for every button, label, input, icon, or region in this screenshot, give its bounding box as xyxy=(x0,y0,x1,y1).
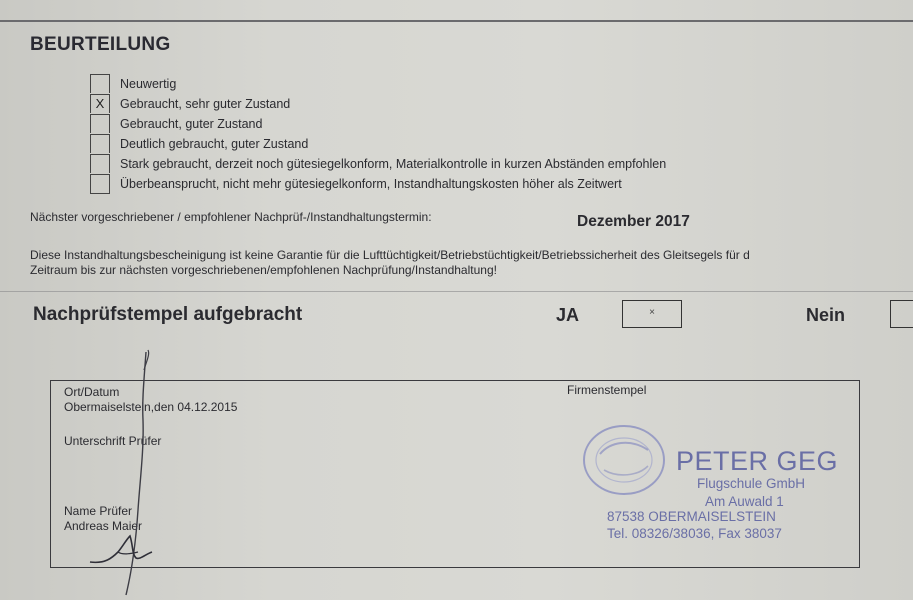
assessment-option[interactable] xyxy=(90,174,666,194)
assessment-title: BEURTEILUNG xyxy=(30,34,171,55)
company-stamp-line: Am Auwald 1 xyxy=(705,494,784,509)
examiner-name-label: Name Prüfer xyxy=(64,504,133,518)
next-inspection-date: Dezember 2017 xyxy=(577,213,690,230)
option-label: Gebraucht, sehr guter Zustand xyxy=(120,97,291,111)
option-label: Überbeansprucht, nicht mehr gütesiegelkonform, Instandhaltungskosten höher als Zeitwert xyxy=(120,177,622,191)
option-checkbox[interactable] xyxy=(90,154,110,173)
yes-checkbox[interactable]: × xyxy=(622,300,682,328)
option-label: Deutlich gebraucht, guter Zustand xyxy=(120,137,309,151)
option-label: Neuwertig xyxy=(120,77,177,91)
yes-label: JA xyxy=(556,305,580,325)
assessment-option[interactable] xyxy=(90,114,666,134)
company-stamp-name: PETER GEG xyxy=(676,446,839,476)
disclaimer-text xyxy=(30,248,913,278)
disclaimer-line: Diese Instandhaltungsbescheinigung ist keine Garantie für die Lufttüchtigkeit/Betriebstüchtigkeit/Betriebssicherheit des Gleitsegels für d xyxy=(30,248,750,262)
assessment-option[interactable] xyxy=(90,134,666,154)
place-date-label: Ort/Datum xyxy=(64,385,120,399)
company-stamp-line: Flugschule GmbH xyxy=(697,476,806,491)
option-checkbox[interactable] xyxy=(90,174,110,194)
assessment-option[interactable] xyxy=(90,154,666,174)
next-inspection-label: Nächster vorgeschriebener / empfohlener Nachprüf-/Instandhaltungstermin: xyxy=(30,210,432,224)
no-label: Nein xyxy=(806,305,846,325)
disclaimer-line: Zeitraum bis zur nächsten vorgeschriebenen/empfohlenen Nachprüfung/Instandhaltung! xyxy=(30,263,497,277)
no-checkbox[interactable] xyxy=(890,300,913,328)
assessment-options xyxy=(90,74,666,194)
place-date-value: Obermaiselstein,den 04.12.2015 xyxy=(64,400,238,414)
option-label: Stark gebraucht, derzeit noch gütesiegelkonform, Materialkontrolle in kurzen Abständen empfohlen xyxy=(120,157,667,171)
company-stamp-line: 87538 OBERMAISELSTEIN xyxy=(607,509,776,524)
assessment-option[interactable] xyxy=(90,94,666,114)
top-rule xyxy=(0,20,913,22)
company-stamp-label: Firmenstempel xyxy=(567,383,647,397)
examiner-name-value: Andreas Maier xyxy=(64,519,143,533)
company-seal-icon xyxy=(578,420,670,500)
company-stamp-line: Tel. 08326/38036, Fax 38037 xyxy=(607,526,782,541)
section-divider xyxy=(0,291,913,292)
handwritten-signature xyxy=(60,340,220,600)
option-checkbox[interactable] xyxy=(90,114,110,133)
option-checkbox[interactable] xyxy=(90,74,110,93)
option-label: Gebraucht, guter Zustand xyxy=(120,117,263,131)
option-checkbox[interactable]: X xyxy=(90,94,110,113)
stamp-applied-question: Nachprüfstempel aufgebracht xyxy=(33,304,303,325)
assessment-option[interactable] xyxy=(90,74,666,94)
option-checkbox[interactable] xyxy=(90,134,110,153)
signature-label: Unterschrift Prüfer xyxy=(64,434,162,448)
